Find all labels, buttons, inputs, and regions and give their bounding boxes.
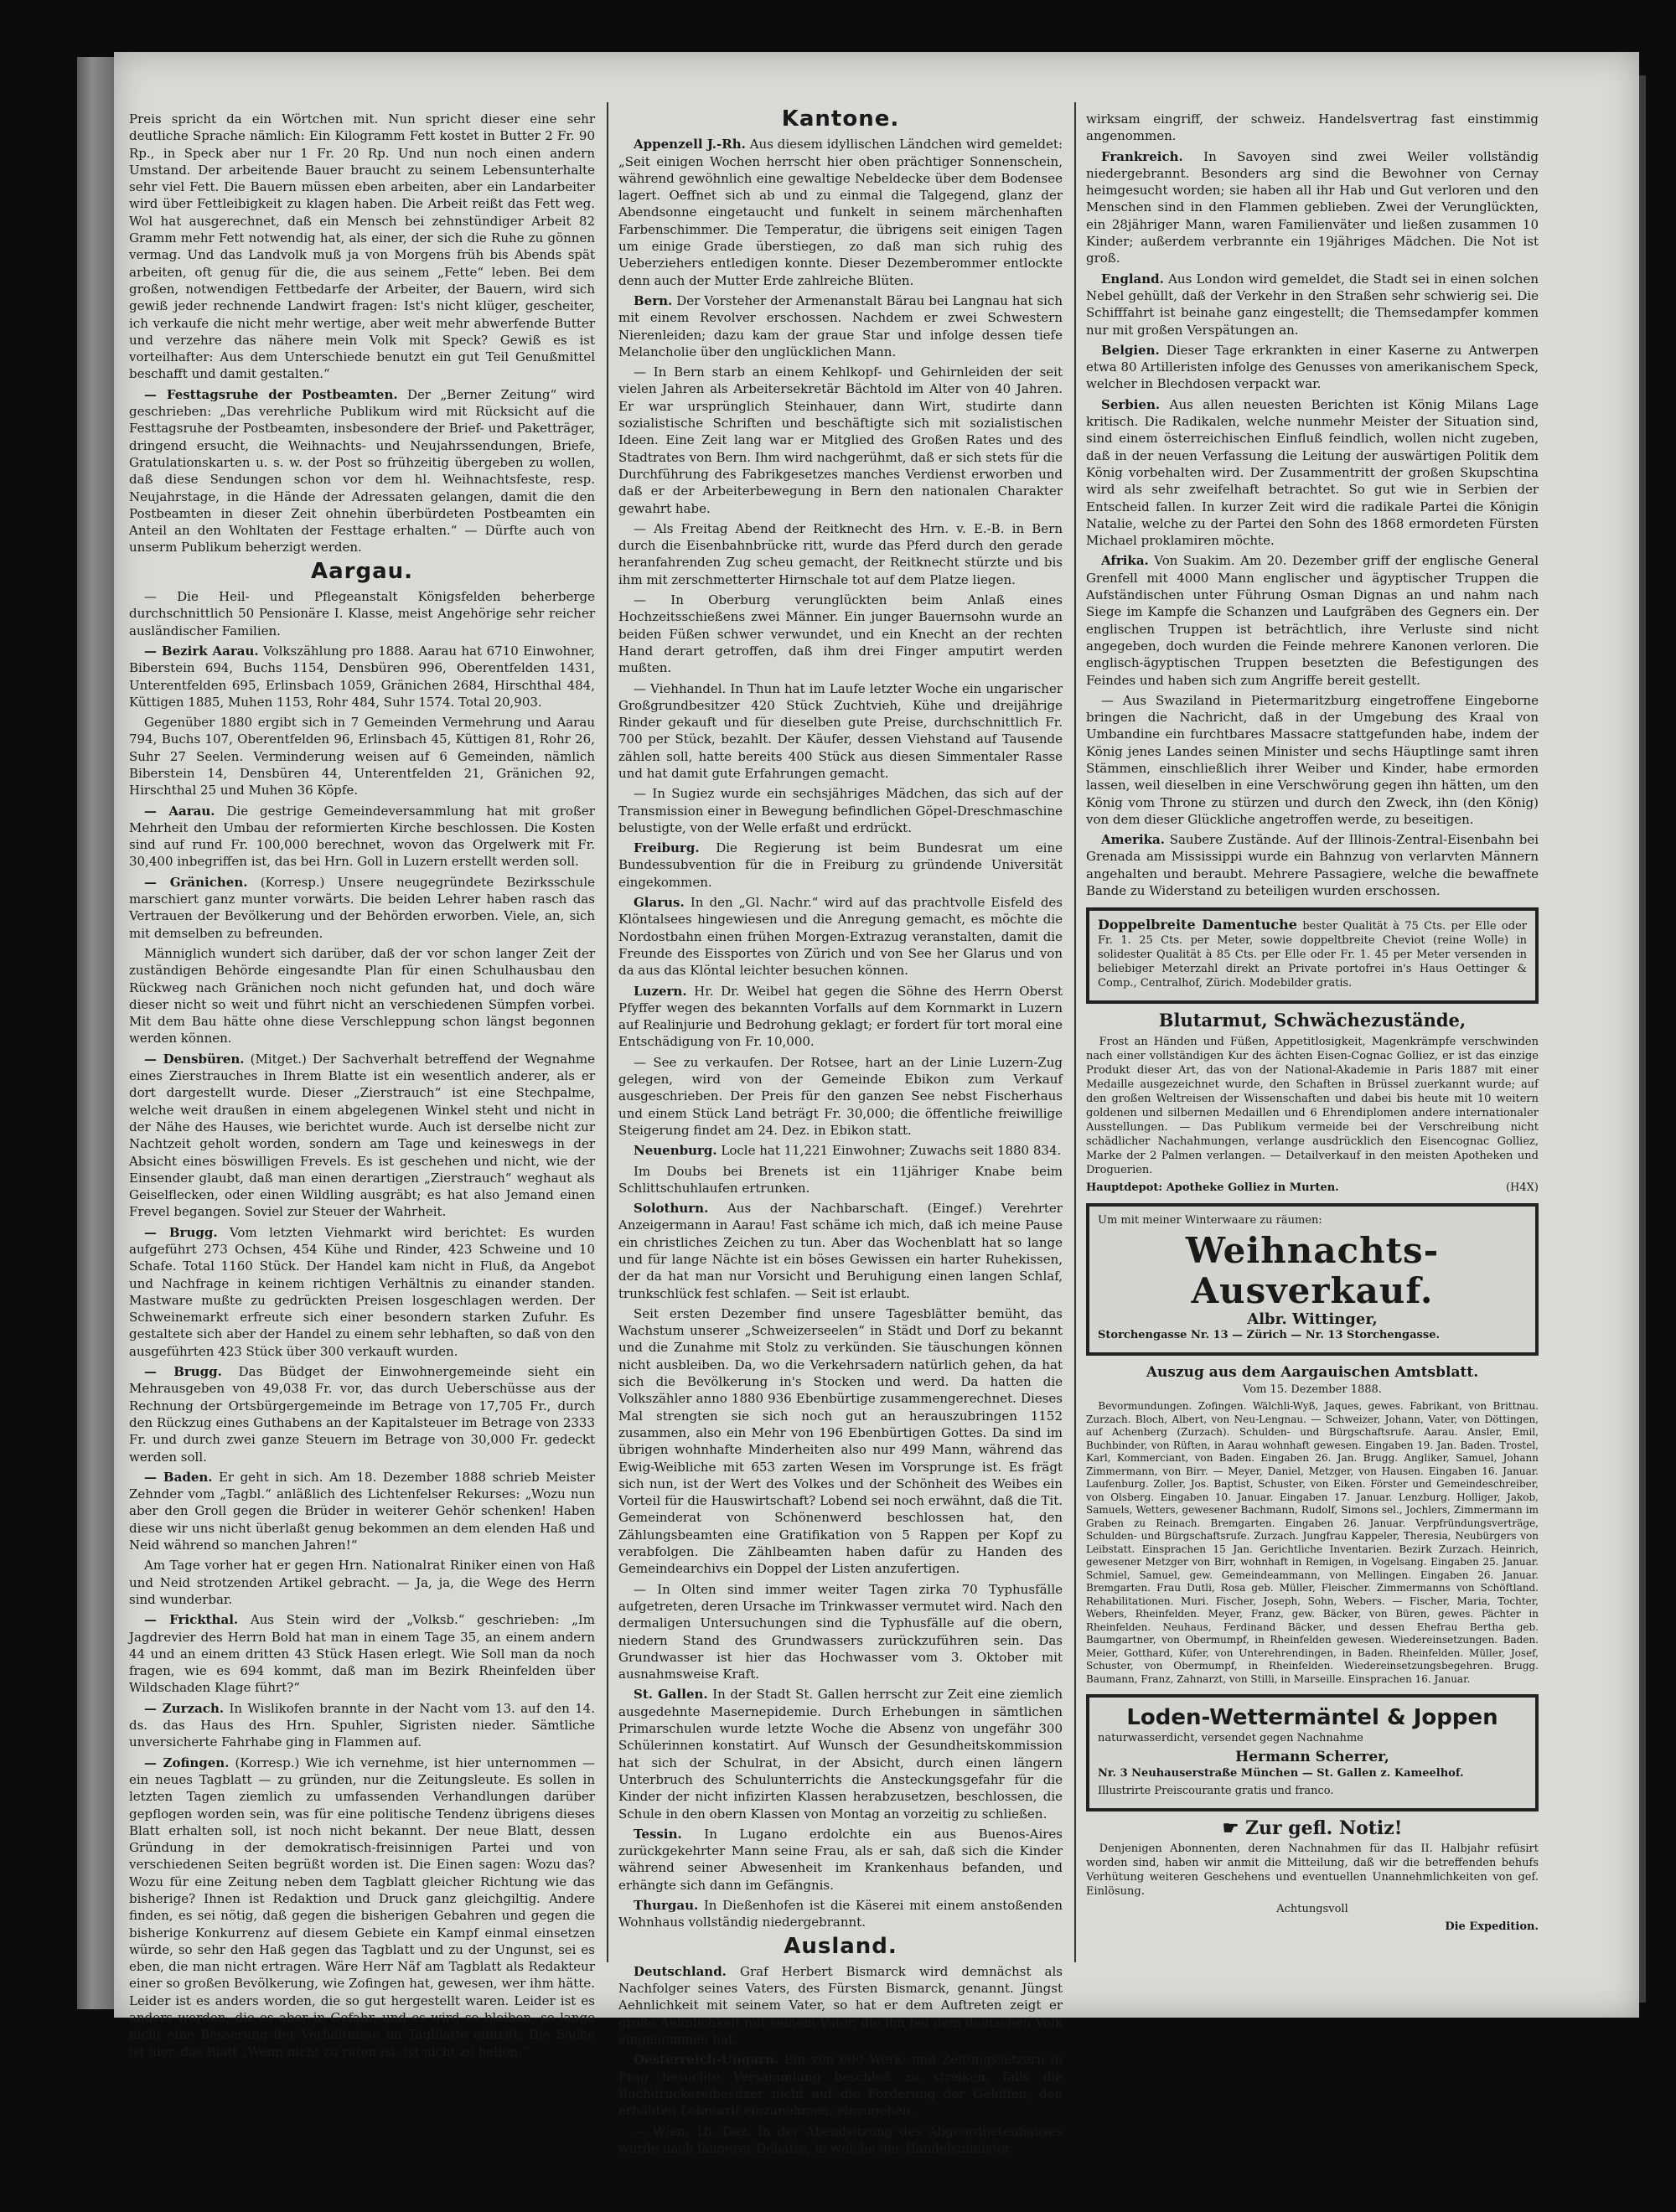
article-heading: Deutschland. [634,1963,727,1979]
article-text [618,1142,1063,1159]
article-text [1086,342,1539,393]
article-body: Aus der Nachbarschaft. (Eingef.) Verehrter Anzeigermann in Aarau! Fast schäme ich mich, daß ich meine Pause ein christliches Zeichen zu tun. Aber das Wochenblatt hat so lange und für lange Nächte ist ein böses Gewissen ein harter Ruhekissen, der da hat man nur Vorsicht und Beruhigung einen langen Schlaf, trunkschlück fest schlafen. — Seit ist erlaubt. [618,1201,1063,1301]
article-heading: — Gränichen. [144,874,248,890]
article-text [1086,148,1539,267]
article-heading: Freiburg. [634,840,700,856]
article-text [129,1469,595,1553]
article-body: Volkszählung pro 1888. Aarau hat 6710 Einwohner, Biberstein 694, Buchs 1154, Densbüren 996, Oberentfelden 1431, Unterentfelden 695, Erlinsbach 1059, Gränichen 2684, Hirschthal 484, Küttigen 1885, Muhen 1153, Rohr 484, Suhr 1574. Total 20,903. [129,643,595,710]
article-body: Graf Herbert Bismarck wird demnächst als Nachfolger seines Vaters, des Fürsten Bismarck, genannt. Jüngst Aehnlichkeit mit seinem Vater, so hat er dem Auftreten zeigt er große Aehnlichkeit mit seinem Vater, die ihn bei dem deutschen Volk eingenommen hat. [618,1963,1063,2048]
article-text: — Die Heil- und Pflegeanstalt Königsfelden beherberge durchschnittlich 50 Pensionäre I. Klasse, meist Angehörige sehr reicher ausländischer Familien. [129,589,595,638]
ad-body: bester Qualität à 75 Cts. per Elle oder Fr. 1. 25 Cts. per Meter, sowie doppeltbreite Cheviot (reine Wolle) in solidester Qualität à 85 Cts. per Elle oder Fr. 1. 45 per Meter versenden in beliebiger Meterzahl direkt an Private portofrei in's Haus Oettinger & Comp., Centralhof, Zürich. Modebilder gratis. [1098,920,1527,990]
article-heading: — Festtagsruhe der Postbeamten. [144,386,398,402]
article-heading: Glarus. [634,895,685,911]
article-heading: Amerika. [1101,832,1165,848]
article-text [618,1200,1063,1302]
ad-merchant-name: Albr. Wittinger, [1247,1310,1378,1328]
section-title-aargau: Aargau. [310,558,414,584]
article-heading: — Frickthal. [144,1612,239,1628]
article-body: Von Suakim. Am 20. Dezember griff der englische General Grenfell mit 4000 Mann englischer und ägyptischer Truppen die Aufständischen unter Führung Osman Dignas an und nahm nach Siege im Kampfe die Schanzen und Laufgräben des Gegners ein. Der englischen Truppen ist beträchtlich, ihre Verluste sind nicht angegeben, doch wurden die Feinde mehrere Kanonen verloren. Die englisch-ägyptischen Truppen besetzten die Befestigungen des Feindes und haben sich zum Angriffe bereit gestellt. [1086,553,1539,688]
article-body: (Korresp.) Wie ich vernehme, ist hier unternommen — ein neues Tagblatt — zu gründen, nur die Zeitungsleute. Es sollen in letzten Tagen ziemlich zu umfassenden Verhandlungen darüber gepflogen worden sein, was für eine politische Tendenz übrigens dieses Blatt erhalten soll, ist noch nicht bekannt. Der neue Blatt, dessen Gründung in der demokratisch-freisinnigen Partei und von verschiedenen Seiten begrüßt worden ist. Die Einen sagen: Wozu das? Wozu für eine Zeitung neben dem Tagblatt gleicher Richtung wie das bisherige? Ihnen ist Redaktion und Druck ganz gleichgiltig. Andere finden, es sei nötig, daß gegen die bisherigen Gebahren und gegen die bisherige Konkurrenz auf diesem Gebiete ein Kampf einmal einsetzen würde, so sehr den Haß gegen das Tagblatt und zu der Ungunst, sei es eben, die man nicht ertragen. Wäre Herr Näf am Tagblatt als Redakteur einer so großen Bevölkerung, wie Zofingen hat, gewesen, wer ihm hätte. Leider ist es anders worden, die so gut hergestellt waren. Leider ist es anders worden, die es aber in Gefahr, und es wird so bleiben, so lange nicht eine Besserung der Verhältnisse im Tagblatte eintritt. Die Sache ist hier, das Blatt „Wenn nicht zu raten ist, ist nicht zu helfen.“ [129,1755,595,2060]
article-body: Saubere Zustände. Auf der Illinois-Zentral-Eisenbahn bei Grenada am Mississippi wurde ein Bahnzug von verlarvten Männern angehalten und beraubt. Mehrere Passagiere, welche die bewaffnete Bande zu Widerstand zu beteiligen wurden erschossen. [1086,832,1539,899]
ad-blutarmut [1086,1012,1539,1194]
ad-address: Nr. 3 Neuhauserstraße München — St. Gallen z. Kameelhof. [1098,1766,1464,1780]
article-text [129,1755,595,2060]
column-1 [129,111,595,2064]
article-text: — Aus Swaziland in Pietermaritzburg eingetroffene Eingeborne bringen die Nachricht, daß in der Umgebung des Kraal von Umbandine ein furchtbares Massacre stattgefunden habe, indem der König jenes Landes seinen Minister und sechs Häuptlinge samt ihren Stämmen, einschließlich ihrer Weiber und Kinder, habe ermorden lassen, weil dieselben in eine Verschwörung gegen ihn hätten, um den König vom Throne zu stürzen und durch den Zweck, ihn (den König) von dem dieser Glückliche angetroffen werde, zu beseitigen. [1086,692,1539,827]
column-3 [1086,111,1539,1937]
article-heading: — Baden. [144,1469,213,1485]
pointing-hand-icon: ☛ [1222,1817,1245,1839]
article-body: Locle hat 11,221 Einwohner; Zuwachs seit 1880 834. [721,1143,1062,1159]
article-heading: — Zofingen. [144,1755,230,1770]
ad-depot-text: Hauptdepot: Apotheke Golliez in Murten. [1086,1181,1339,1194]
notice-sign-1: Achtungsvoll [1276,1902,1348,1915]
article-text: — Wien, 18. Dez. In der Abendsitzung des Abgeordnetenhauses wurde nach längerer Debatte, in welche der Handelsminister [618,2123,1063,2156]
notice-body: Denjenigen Abonnenten, deren Nachnahmen für das II. Halbjahr refüsirt worden sind, haben wir anmit die Mitteilung, daß wir die betreffenden behufs Verhütung weiteren Geschehens und eventuellen Unannehmlichkeiten von gef. Einlösung. [1086,1842,1539,1898]
article-text: Seit ersten Dezember find unsere Tagesblätter bemüht, das Wachstum unserer „Schweizerseelen“ in Städt und Dorf zu bekannt und die Zunahme mit Stolz zu verkünden. Sie täuschungen können nicht ausbleiben. Da, wo die Verkehrsadern natürlich gehen, da hat sich die Bevölkerung in's Stocken und werd. Da hatten die Volkszähler anno 1880 936 Ebenbürtige zusammengerechnet. Dieses Mal strengten sie sich noch gut an herauszubringen 1152 zusammen, also ein Mehr von 196 Ebenbürtigen Gottes. Da sind im übrigen wohnhafte Minderheiten also nur 499 Mann, während das Ewig-Weibliche mit 653 zarten Wesen im Vorsprunge ist. Es frägt sich nun, ist der Wert des Volkes und der Schönheit des Weibes ein Vorteil für die Hauswirtschaft? Lobend sei noch erwähnt, daß die Tit. Gemeinderat von Schönenwerd beschlossen hat, den Zählungsbeamten eine Gratifikation von 5 Rappen per Kopf zu verabfolgen. Die Zählbeamten haben dafür zu Handen des Gemeindearchivs ein Doppel der Listen anzufertigen. [618,1305,1063,1577]
article-text [129,643,595,711]
amtsblatt-date: Vom 15. Dezember 1888. [1243,1383,1382,1397]
ad-title: Blutarmut, Schwächezustände, [1158,1010,1466,1031]
article-text [129,1611,595,1696]
section-title-kantone: Kantone. [781,106,900,132]
article-body: Aus allen neuesten Berichten ist König Milans Lage kritisch. Die Radikalen, welche nunmehr Meister der Situation sind, sind einem österreichischen Einfluß feindlich, wollen nicht zugeben, daß in der neuen Verfassung die Leitung der auswärtigen Politik dem König vorbehalten wird. Der Zusammentritt der großen Skupschtina wird als sehr zweifelhaft betrachtet. So gut wie in Serbien der Entscheid fallen. In kurzer Zeit wird die radikale Partei die Königin Natalie, welche zu der Partei den Sohn des 1868 ermordeten Fürsten Michael proklamiren möchte. [1086,396,1539,549]
article-text [618,1826,1063,1894]
article-body: Vom letzten Viehmarkt wird berichtet: Es wurden aufgeführt 273 Ochsen, 454 Kühe und Rinder, 423 Schweine und 10 Schafe. Total 1160 Stück. Der Handel kam nicht in Fluß, da Angebot und Nachfrage in keinem richtigen Verhältnis zu einander standen. Mastware mußte zu gedrückten Preisen losgeschlagen werden. Der Schweinemarkt erfreute sich einer besondern starken Zufuhr. Es gestaltete sich aber der Handel zu einem sehr lebhaften, so daß von den ausgeführten 423 Stück über 300 verkauft wurden. [129,1224,595,1359]
article-text: — In Oberburg verunglückten beim Anlaß eines Hochzeitsschießens zwei Männer. Ein junger Bauernsohn wurde an beiden Füßen schwer verwundet, und ein Knecht an der rechten Hand derart getroffen, daß ihm drei Finger amputirt werden mußten. [618,592,1063,676]
article-text [129,386,595,556]
ad-text [1098,917,1527,990]
article-text: — Viehhandel. In Thun hat im Laufe letzter Woche ein ungarischer Großgrundbesitzer 420 Stück Zuchtvieh, Kühe und dreijährige Rinder gekauft und für dieselben gute Preise, durchschnittlich Fr. 700 per Stück, bezahlt. Der Käufer, dessen Viehstand auf Tausende zählen soll, hatte bereits 400 Stück aus diesen Simmentaler Rasse und hat damit gute Erfahrungen gemacht. [618,680,1063,781]
article-text [1086,831,1539,899]
article-body: Aus Stein wird der „Volksb.“ geschrieben: „Im Jagdrevier des Herrn Bold hat man in einem Tage 35, an einem andern 44 und an einem dritten 43 Stück Hasen erlegt. Wie Soll man da noch fragen, wie es 694 kommt, daß man im Bezirk Rheinfelden über Wildschaden Klage führt?“ [129,1612,595,1696]
article-body: In den „Gl. Nachr.“ wird auf das prachtvolle Eisfeld des Klöntalsees hingewiesen und die Anregung gemacht, es möchte die Nordostbahn einen frühen Morgen-Extrazug veranstalten, damit die Freunde des Eissportes von Zürich und von See her Glarus und von da aus das Klöntal leichter besuchen können. [618,895,1063,979]
article-text: — See zu verkaufen. Der Rotsee, hart an der Linie Luzern-Zug gelegen, wird von der Gemeinde Ebikon zum Verkauf ausgeschrieben. Der Preis für den ganzen See nebst Fischerhaus und einem Stück Land beträgt Fr. 30,000; die öffentliche freiwillige Steigerung findet am 24. Dez. in Ebikon statt. [618,1054,1063,1138]
article-body: Die Regierung ist beim Bundesrat um eine Bundessubvention für die in Freiburg zu gründende Universität eingekommen. [618,840,1063,890]
article-text: — Als Freitag Abend der Reitknecht des Hrn. v. E.-B. in Bern durch die Eisenbahnbrücke ritt, wurde das Pferd durch den gerade heranfahrenden Zug scheu gemacht, der Reitknecht stürzte und bis ihm mit zerschmetterter Hirnschale tot auf dem Platze liegen. [618,520,1063,587]
column-rule [607,102,608,1962]
article-heading: St. Gallen. [634,1687,708,1703]
article-body: Aus diesem idyllischen Ländchen wird gemeldet: „Seit einigen Wochen herrscht hier oben prächtiger Sonnenschein, während gewöhnlich eine gewaltige Nebeldecke über dem Bodensee lagert. Oeffnet sich ab und zu einmal die Talgegend, glanz der Abendsonne eingetaucht und funkelt in seinem märchenhaften Farbenschimmer. Die Temperatur, die übrigens seit einigen Tagen um einige Grade überstiegen, zo daß man sich ruhig des Ueberziehers entledigen konnte. Dieser Dezemberommer entlockte denn auch der Mutter Erde zahlreiche Blüten. [618,137,1063,288]
article-body: (Mitget.) Der Sachverhalt betreffend der Wegnahme eines Zierstrauches in Ihrem Blatte ist ein wesentlich anderer, als er dort dargestellt wurde. Dieser „Zierstrauch“ ist eine Stechpalme, welche weit draußen in einem abgelegenen Winkel steht und nicht in der Nähe des Hauses, wie berichtet wurde. Auch ist derselbe nicht zur Nachtzeit geholt worden, sondern am Tage und keineswegs in der Absicht eines böswilligen Frevels. Es ist geschehen und nicht, wie der Einsender glaubt, daß man einen derartigen „Zierstrauch“ weghaut als Geiselflecken, oder einen Wildling ausgräbt; es hat also Jemand einen Frevel begangen. Soviel zur Steuer der Wahrheit. [129,1051,595,1220]
article-text: — In Bern starb an einem Kehlkopf- und Gehirnleiden der seit vielen Jahren als Arbeitersekretär Bächtold im Alter von 40 Jahren. Er war ursprünglich Steinhauer, dann Wirt, studirte dann sozialistische Schriften und beschäftigte sich mit sozialistischen Ideen. Eine Zeit lang war er Mitglied des Großen Rates und des Stadtrates von Bern. Ihm wird nachgerühmt, daß er sich stets für die Durchführung des Fabrikgesetzes manches Verdienst erworben und daß er der Arbeiterbewegung in Bern den nationalen Charakter gewahrt habe. [618,364,1063,516]
article-text [129,1363,595,1465]
ad-code: (H4X) [1505,1181,1539,1194]
amtsblatt-excerpt [1086,1364,1539,1686]
article-text: Preis spricht da ein Wörtchen mit. Nun spricht dieser eine sehr deutliche Sprache nämlich: Ein Kilogramm Fett kostet in Butter 2 Fr. 90 Rp., in Speck aber nur 1 Fr. 20 Rp. Und nun noch einen andern Umstand. Der arbeitende Bauer braucht zu seinem Lebensunterhalte sehr viel Fett. Die Bauern müssen eben arbeiten, aber ein Landarbeiter wird über Fettleibigkeit zu klagen haben. Die Arbeit reißt das Fett weg. Wol hat ausgerechnet, daß ein Mensch bei zehnstündiger Arbeit 82 Gramm mehr Fett notwendig hat, als einer, der sich die Ruhe zu gönnen vermag. Und das Landvolk muß ja von Morgens früh bis Abends spät arbeiten, oft genug für die, die aus seinem „Fette“ leben. Bei dem großen, notwendigen Fettbedarfe der Arbeiter, der Bauern, wird sich gewiß jeder rechnende Landwirt fragen: Ist's nicht klüger, gescheiter, ich verkaufe die nicht mehr wertige, aber weit mehr abwerfende Butter und verzehre das nähere mein Volk mit Speck? Gewiß es ist vorteilhafter: Aus dem Unterschiede benutzt ein gut Teil Genußmittel beschafft und damit gestalten.“ [129,111,595,382]
article-text [618,840,1063,891]
article-heading: Tessin. [634,1826,682,1842]
article-heading: Belgien. [1101,342,1160,358]
article-heading: — Densbüren. [144,1051,245,1067]
article-heading: — Aarau. [144,803,215,819]
article-body: Er geht in sich. Am 18. Dezember 1888 schrieb Meister Zehnder vom „Tagbl.“ anläßlich des Lichtenfelser Rekurses: „Wozu nun aber den Groll gegen die Brüder in weiterer Gehör schenken! Haben diese wir uns nicht überlaßt genug bekommen an dem elenden Haß und Neid während so manchen Jahren!“ [129,1469,595,1553]
article-text [618,2051,1063,2119]
article-text [618,136,1063,289]
article-heading: Neuenburg. [634,1143,717,1159]
ad-top-line: Um mit meiner Winterwaare zu räumen: [1098,1213,1322,1227]
article-text [1086,396,1539,550]
article-body: Dieser Tage erkrankten in einer Kaserne zu Antwerpen etwa 80 Artilleristen infolge des Genusses von amerikanischem Speck, welcher in Blechdosen verpackt war. [1086,342,1539,392]
binding-edge [77,57,114,2009]
article-body: In Lugano erdolchte ein aus Buenos-Aires zurückgekehrter Mann seine Frau, als er sah, daß sich die Kinder während seiner Abwesenheit im Krankenhaus befanden, und erhängte sich dann im Gefängnis. [618,1826,1063,1893]
ad-headline: Loden-Wettermäntel & Joppen [1126,1705,1498,1731]
ad-footer: Illustrirte Preiscourante gratis und franco. [1098,1784,1334,1797]
article-heading: Afrika. [1101,553,1149,569]
ad-headline: Weihnachts-Ausverkauf. [1185,1229,1440,1311]
notice-block [1086,1817,1539,1934]
article-body: Der Vorsteher der Armenanstalt Bärau bei Langnau hat sich mit einem Revolver erschossen. Nachdem er zwei Schwestern Nierenleiden; dazu kam der graue Star und infolge dessen tiefe Melancholie über den unglücklichen Mann. [618,292,1063,359]
article-heading: Thurgau. [634,1897,699,1913]
article-text [618,1686,1063,1822]
notice-title-text: Zur gefl. Notiz! [1244,1817,1403,1839]
article-text: — In Sugiez wurde ein sechsjähriges Mädchen, das sich auf der Transmission einer in Bewegung befindlichen Göpel-Dreschmaschine belustigte, von der Welle erfaßt und erdrückt. [618,786,1063,835]
article-body: In der Stadt St. Gallen herrscht zur Zeit eine ziemlich ausgedehnte Masernepidemie. Durch Erhebungen in sämtlichen Primarschulen wurde letzte Woche die Absenz von ungefähr 300 Schülerinnen konstatirt. Auf Wunsch der Gesundheitskommission hat sich der Schulrat, in der Absicht, durch einen längern Unterbruch des Schulunterrichts die Ansteckungsgefahr für die Kinder der nicht infizirten Klassen herabzusetzen, beschlossen, die Schule in den obern Klassen von Montag an vorzeitig zu schließen. [618,1687,1063,1822]
article-heading: Frankreich. [1101,148,1183,164]
article-body: Hr. Dr. Weibel hat gegen die Söhne des Herrn Oberst Pfyffer wegen des bekannten Vorfalls auf dem Kornmarkt in Luzern auf Realinjurie und Bedrohung geklagt; er fordert für tort moral eine Entschädigung von Fr. 10,000. [618,983,1063,1050]
newspaper-page [114,52,1639,2156]
amtsblatt-title: Auszug aus dem Aargauischen Amtsblatt. [1146,1363,1479,1381]
article-text [618,894,1063,979]
article-text [129,803,595,871]
ad-address: Storchengasse Nr. 13 — Zürich — Nr. 13 Storchengasse. [1098,1328,1440,1341]
article-text [1086,552,1539,688]
article-heading: Serbien. [1101,396,1161,412]
amtsblatt-text: Bevormundungen. Zofingen. Wälchli-Wyß, Jaques, gewes. Fabrikant, von Brittnau. Zurzach. Bloch, Albert, von Neu-Lengnau. — Schweizer, Johann, Vater, von Döttingen, auf Achenberg (Zurzach). Schulden- und Bürgschaftsrufe. Aarau. Ansler, Emil, Buchbinder, von Rüften, in Aarau wohnhaft gewesen. Eingaben 19. Jan. Baden. Trostel, Karl, Kommerciant, von Baden. Eingaben 26. Jan. Brugg. Angliker, Samuel, Johann Zimmermann, von Birr. — Meyer, Daniel, Metzger, von Hausen. Eingaben 16. Januar. Laufenburg. Zoller, Jos. Baptist, Schuster, von Eiken. Förster und Gemeindeschreiber, von Olsberg. Eingaben 10. Januar. Eingaben 17. Januar. Lenzburg. Holliger, Jakob, Samuels, Wetters, gewesener Bachmann, Rudolf, Simons sel., Jochlers, Zimmermann im Graben zu Reinach. Bremgarten. Eingaben 26. Januar. Verpfründungsverträge, Schulden- und Bürgschaftsrufe. Zurzach. Jungfrau Kappeler, Theresia, Neubürgers von Leibstatt. Einsprachen 15 Jan. Gerichtliche Inventarien. Bezirk Zurzach. Heinrich, gewesener Metzger von Birr, wohnhaft in Remigen, in Vogelsang. Eingaben 25. Januar. Schmiel, Samuel, gew. Gemeindeammann, von Mellingen. Eingaben 26. Januar. Bremgarten. Frau Dutli, Rosa geb. Müller, Fleischer. Zimmermanns von Schöftland. Rehabilitationen. Muri. Fischer, Joseph, Sohn, Webers. — Fischer, Maria, Tochter, Webers, Rheinfelden. Meyer, Franz, gew. Bäcker, von Büren, gewes. Pächter in Rheinfelden. Neuhaus, Ferdinand Bäcker, und dessen Ehefrau Bertha geb. Baumgartner, von Obermumpf, in Rheinfelden gewesen. Wiedereinsetzungen. Baden. Meier, Gotthard, Küfer, von Unterehrendingen, in Baden. Rheinfelden. Müller, Josef, Schuster, von Obermumpf, in Rheinfelden. Wiedereinsetzungsbegehren. Brugg. Baumann, Franz, Zahnarzt, von Stilli, in Marseille. Einsprachen 16. Januar. [1086,1400,1539,1685]
article-text [618,1897,1063,1931]
article-heading: Solothurn. [634,1201,709,1217]
article-text [129,1224,595,1360]
article-heading: — Brugg. [144,1224,218,1240]
article-body: (Korresp.) Unsere neugegründete Bezirksschule marschiert ganz munter vorwärts. Die beiden Lehrer haben rasch das Vertrauen der Bevölkerung und der Behörden erworben. Viele, an, sich mit demselben zu befreunden. [129,874,595,941]
ad-damentuche [1086,907,1539,1004]
article-text [618,1963,1063,2048]
article-heading: — Brugg. [144,1364,222,1380]
article-body: Die gestrige Gemeindeversammlung hat mit großer Mehrheit den Umbau der reformierten Kirche beschlossen. Die Kosten sind auf rund Fr. 100,000 berechnet, wovon das Orgelwerk mit Fr. 30,400 inbegriffen ist, das bei Hrn. Goll in Luzern erstellt werden soll. [129,803,595,870]
article-heading: — Zurzach. [144,1700,225,1716]
article-body: In Savoyen sind zwei Weiler vollständig niedergebrannt. Besonders arg sind die Bewohner von Cernay heimgesucht worden; sie haben all ihr Hab und Gut verloren und den Menschen sind in den Flammen geblieben. Zwei der Verunglückten, ein 28jähriger Mann, waren Familienväter und ließen zusammen 10 Kinder; außerdem verbrannte ein 19jähriges Mädchen. Die Not ist groß. [1086,148,1539,266]
ad-depot [1086,1181,1539,1195]
article-heading: Oesterreich-Ungarn. [634,2052,779,2068]
article-heading: England. [1101,271,1164,287]
article-body: Der „Berner Zeitung“ wird geschrieben: „Das verehrliche Publikum wird mit Rücksicht auf die Festtagsruhe der Postbeamten, insbesondere der Brief- und Paketträger, dringend ersucht, die Weihnachts- und Neujahrssendungen, Briefe, Gratulationskarten u. s. w. der Post so frühzeitig übergeben zu wollen, daß diese Sendungen schon vor dem hl. Weihnachtsfeste, resp. Neujahrstage, in die Hände der Adressaten gelangen, damit die den Postbeamten in dieser Zeit ohnehin überbürdeten Postbeamten ein Anteil an den Wohltaten der Festtage erhalten.“ — Dürfte auch von unserm Publikum beherzigt werden. [129,386,595,556]
ad-loden-wettermaentel [1086,1694,1539,1811]
notice-title [1086,1817,1539,1839]
ad-title: Doppelbreite Damentuche [1098,917,1297,933]
column-2 [618,106,1063,2160]
article-text: Am Tage vorher hat er gegen Hrn. Nationalrat Riniker einen von Haß und Neid strotzenden Artikel gebracht. — Ja, ja, die Wege des Herrn sind wunderbar. [129,1558,595,1607]
article-text [618,983,1063,1051]
article-heading: Bern. [634,292,673,308]
article-body: Ein von 600 Werk- und Zeitungssetzern in Prag besuchte Versammlung beschloß zu streiken, falls die Buchdruckereibesitzer nicht auf die Forderung der Gehilfen, den erhöhten Lohntarif einzunehmen, einzugehen. [618,2052,1063,2119]
article-text: wirksam eingriff, der schweiz. Handelsvertrag fast einstimmig angenommen. [1086,111,1539,144]
article-heading: Appenzell J.-Rh. [634,137,746,152]
article-text: Im Doubs bei Brenets ist ein 11jähriger Knabe beim Schlittschuhlaufen ertrunken. [618,1163,1063,1196]
notice-sign-2: Die Expedition. [1445,1920,1539,1933]
ad-merchant-name: Hermann Scherrer, [1235,1749,1389,1766]
article-text: Männiglich wundert sich darüber, daß der vor schon langer Zeit der zuständigen Behörde eingesandte Plan für einen Schulhausbau den Rückweg nach Gränichen noch nicht gefunden hat, und doch wäre dieser nicht so weit und führt nicht an verschiedenen Sümpfen vorbei. Mit dem Bau hätte ohne diese Verschleppung schon längst begonnen werden können. [129,945,595,1047]
article-heading: Luzern. [634,983,687,999]
article-body: In Wislikofen brannte in der Nacht vom 13. auf den 14. ds. das Haus des Hrn. Spuhler, Sigristen nieder. Sämtliche unversicherte Fahrhabe ging in Flammen auf. [129,1700,595,1750]
article-heading: — Bezirk Aarau. [144,643,259,659]
ad-body: Frost an Händen und Füßen, Appetitlosigkeit, Magenkrämpfe verschwinden nach einer vollständigen Kur des ächten Eisen-Cognac Golliez, er ist das einzige Produkt dieser Art, das von der National-Akademie in Paris 1887 mit einer Medaille ausgezeichnet wurde, den Schaften in Brüssel zuerkannt wurde; auf den großen Weltreisen der Wissenschaften und dabei bis heute mit 10 weitern goldenen und silbernen Medaillen und 6 Ehrendiplomen andere internationaler Ausstellungen. — Das Publikum vermeide bei der Verschreibung nicht schädlicher Nachahmungen, verlange ausdrücklich den Eisencognac Golliez, Marke der 2 Palmen verlangen. — Detailverkauf in den meisten Apotheken und Droguerien. [1086,1035,1539,1176]
article-text [129,1051,595,1221]
article-text: — In Olten sind immer weiter Tagen zirka 70 Typhusfälle aufgetreten, deren Ursache im Trinkwasser vermutet wird. Nach den dermaligen Untersuchungen sind die Typhusfälle auf die obern, niedern Stand des Grundwassers zurückzuführen sein. Das Grundwasser ist hier das Hochwasser vom 3. Oktober mit ausnahmsweise Kraft. [618,1581,1063,1682]
article-text [129,874,595,942]
column-rule [1074,102,1076,1962]
article-body: Aus London wird gemeldet, die Stadt sei in einen solchen Nebel gehüllt, daß der Verkehr in den Straßen sehr schwierig sei. Die Schifffahrt ist beinahe ganz eingestellt; die Themsedampfer kommen nur mit großen Verspätungen an. [1086,271,1539,338]
ad-subline: naturwasserdicht, versendet gegen Nachnahme [1098,1732,1363,1745]
ad-weihnachts-ausverkauf [1086,1203,1539,1356]
article-body: Das Büdget der Einwohnergemeinde sieht ein Mehrausgeben von 49,038 Fr. vor, das durch Ueberschüsse aus der Rechnung der Ortsbürgergemeinde im Betrage von 17,705 Fr., durch den Rückzug eines Guthabens an der Kapitalsteuer im Betrage von 2333 Fr. und durch zwei ganze Steuern im Betrage von 30,000 Fr. gedeckt werden soll. [129,1364,595,1465]
article-text [129,1700,595,1751]
section-title-ausland: Ausland. [784,1933,897,1959]
article-body: In Dießenhofen ist die Käserei mit einem anstoßenden Wohnhaus vollständig niedergebrannt. [618,1897,1063,1930]
article-text: Gegenüber 1880 ergibt sich in 7 Gemeinden Vermehrung und Aarau 794, Buchs 107, Oberentfelden 96, Erlinsbach 45, Küttigen 81, Rohr 26, Suhr 27 Seelen. Verminderung weisen auf 6 Gemeinden, nämlich Biberstein 14, Densbüren 44, Unterentfelden 21, Gränichen 92, Hirschthal 25 und Muhen 36 Köpfe. [129,715,595,798]
article-text [1086,271,1539,339]
article-text [618,292,1063,360]
